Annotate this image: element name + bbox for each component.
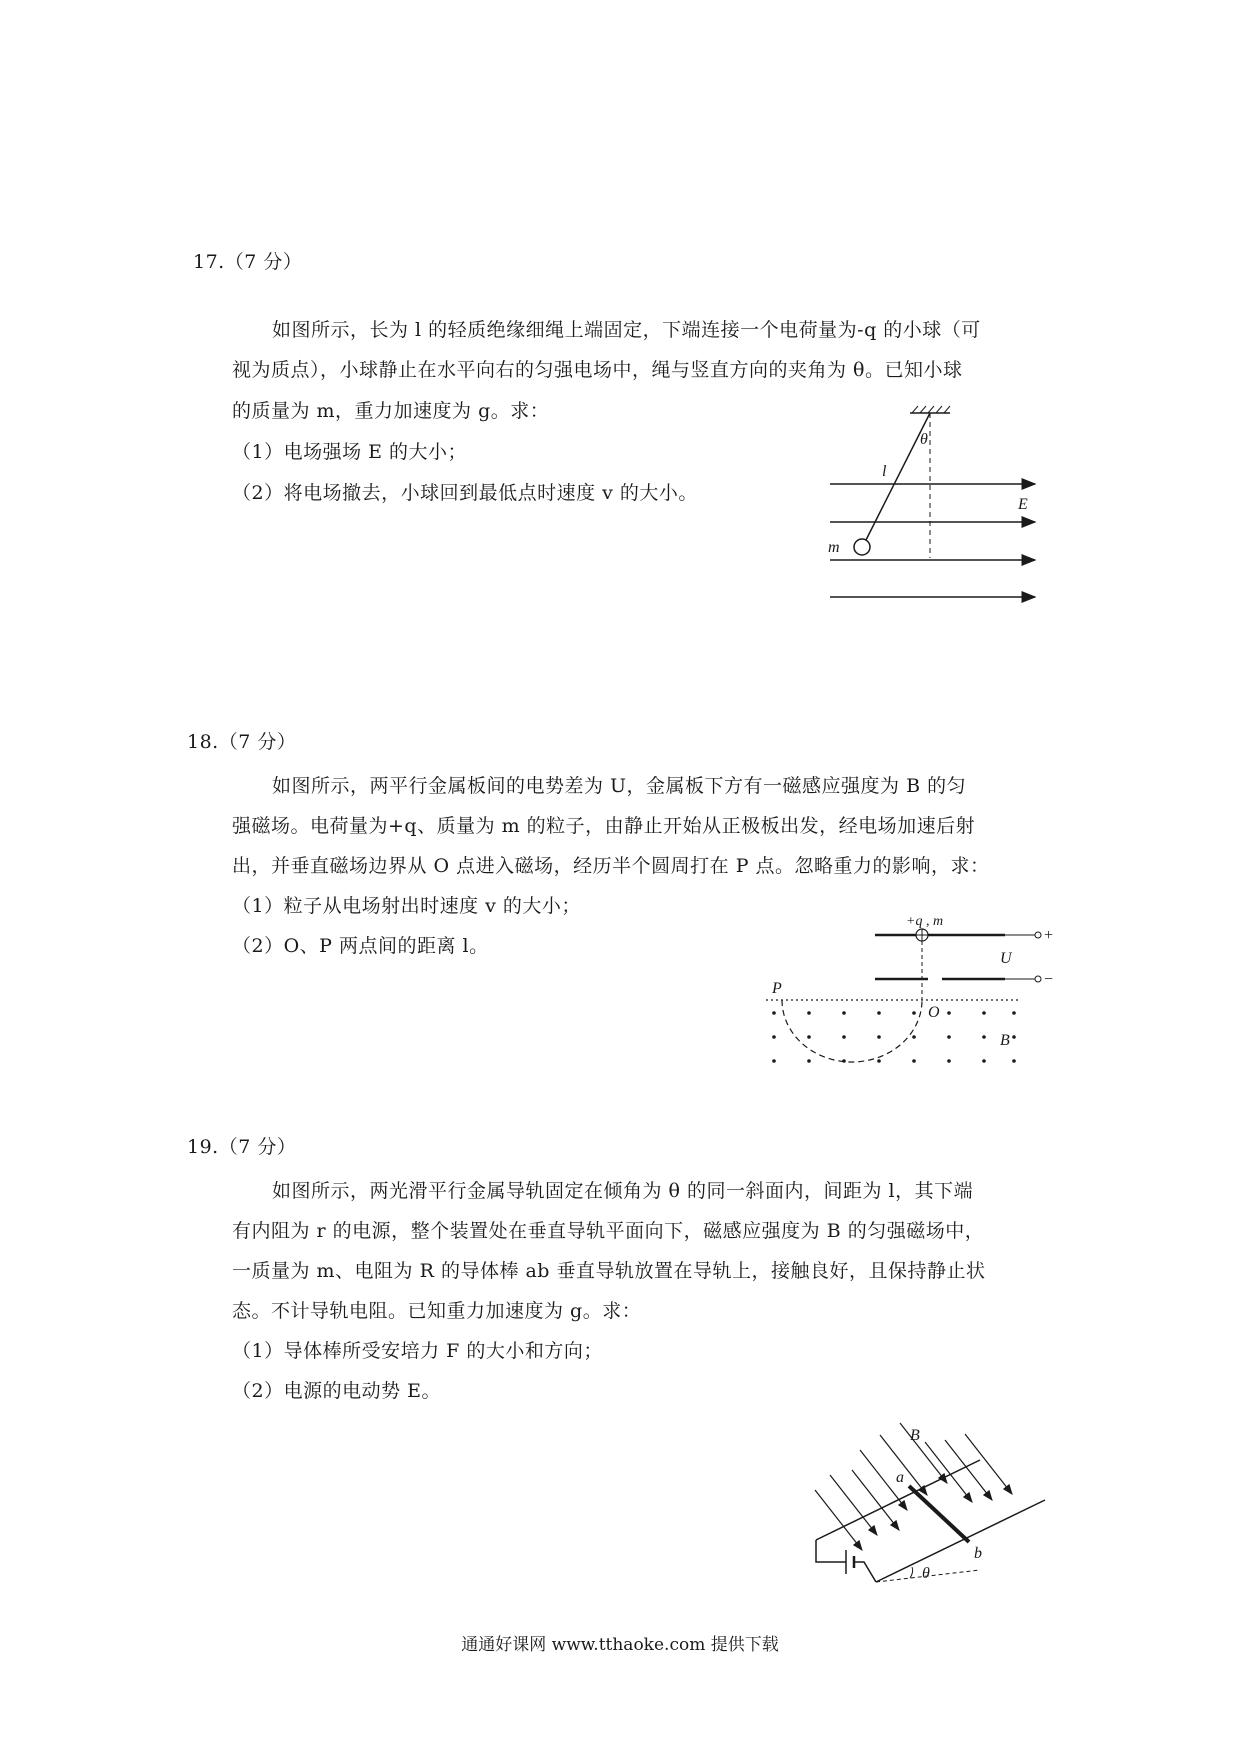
label-B: B [1000,1032,1010,1049]
label-theta: θ [920,431,928,448]
rail-front [876,1500,1045,1582]
label-U: U [1000,950,1012,967]
lower-wire [816,1540,846,1562]
top-terminal [1035,932,1041,938]
label-m: m [828,539,840,556]
q18-line-3: 出，并垂直磁场边界从 O 点进入磁场，经历半个圆周打在 P 点。忽略重力的影响，求： [232,855,990,877]
label-E: E [1018,496,1028,513]
q17-line-3: 的质量为 m，重力加速度为 g。求： [232,400,550,422]
q17-line-2: 视为质点），小球静止在水平向右的匀强电场中，绳与竖直方向的夹角为 θ。已知小球 [232,359,963,381]
magnetic-field-dots [772,1011,1016,1063]
label-O: O [928,1004,940,1021]
label-theta: θ [922,1565,930,1582]
ball [854,539,870,555]
q18-line-1: 如图所示，两平行金属板间的电势差为 U，金属板下方有一磁感应强度为 B 的匀 [272,775,967,797]
angle-arc [910,1567,913,1578]
label-P: P [772,980,782,997]
q17-line-4: （1）电场强场 E 的大小； [232,441,468,463]
label-b: b [974,1545,982,1562]
label-qm: +q , m [906,914,944,929]
q17-line-5: （2）将电场撤去，小球回到最低点时速度 v 的大小。 [232,482,698,504]
q17-figure [820,400,1060,610]
label-a: a [896,1469,904,1486]
ceiling-hatch [912,406,950,413]
footer-source: 通通好课网 www.tthaoke.com 提供下载 [461,1635,779,1655]
q17-title: 17.（7 分） [193,251,303,273]
label-B: B [910,1427,920,1444]
q19-line-2: 有内阻为 r 的电源，整个装置处在垂直导轨平面向下，磁感应强度为 B 的匀强磁场中， [232,1220,985,1242]
q19-figure [800,1420,1060,1600]
q19-title: 19.（7 分） [187,1136,297,1158]
q19-line-5: （1）导体棒所受安培力 F 的大小和方向； [232,1340,603,1362]
label-l: l [882,463,887,480]
q19-line-6: （2）电源的电动势 E。 [232,1380,441,1402]
q17-line-1: 如图所示，长为 l 的轻质绝缘细绳上端固定，下端连接一个电荷量为-q 的小球（可 [272,319,981,341]
lower-wire-right [854,1562,876,1582]
q19-line-4: 态。不计导轨电阻。已知重力加速度为 g。求： [232,1300,642,1322]
q18-figure [760,905,1060,1070]
q18-title: 18.（7 分） [187,731,297,753]
q18-line-2: 强磁场。电荷量为+q、质量为 m 的粒子，由静止开始从正极板出发，经电场加速后射 [232,815,976,837]
semicircle-trajectory [782,1000,922,1062]
label-plus: + [1044,927,1054,944]
q18-line-4: （1）粒子从电场射出时速度 v 的大小； [232,895,581,917]
q19-line-1: 如图所示，两光滑平行金属导轨固定在倾角为 θ 的同一斜面内，间距为 l，其下端 [272,1180,974,1202]
label-minus: − [1044,971,1054,988]
q18-line-5: （2）O、P 两点间的距离 l。 [232,935,489,957]
bottom-terminal [1035,976,1041,982]
rod-ab [909,1486,969,1542]
q19-line-3: 一质量为 m、电阻为 R 的导体棒 ab 垂直导轨放置在导轨上，接触良好，且保持静止状 [232,1260,986,1282]
